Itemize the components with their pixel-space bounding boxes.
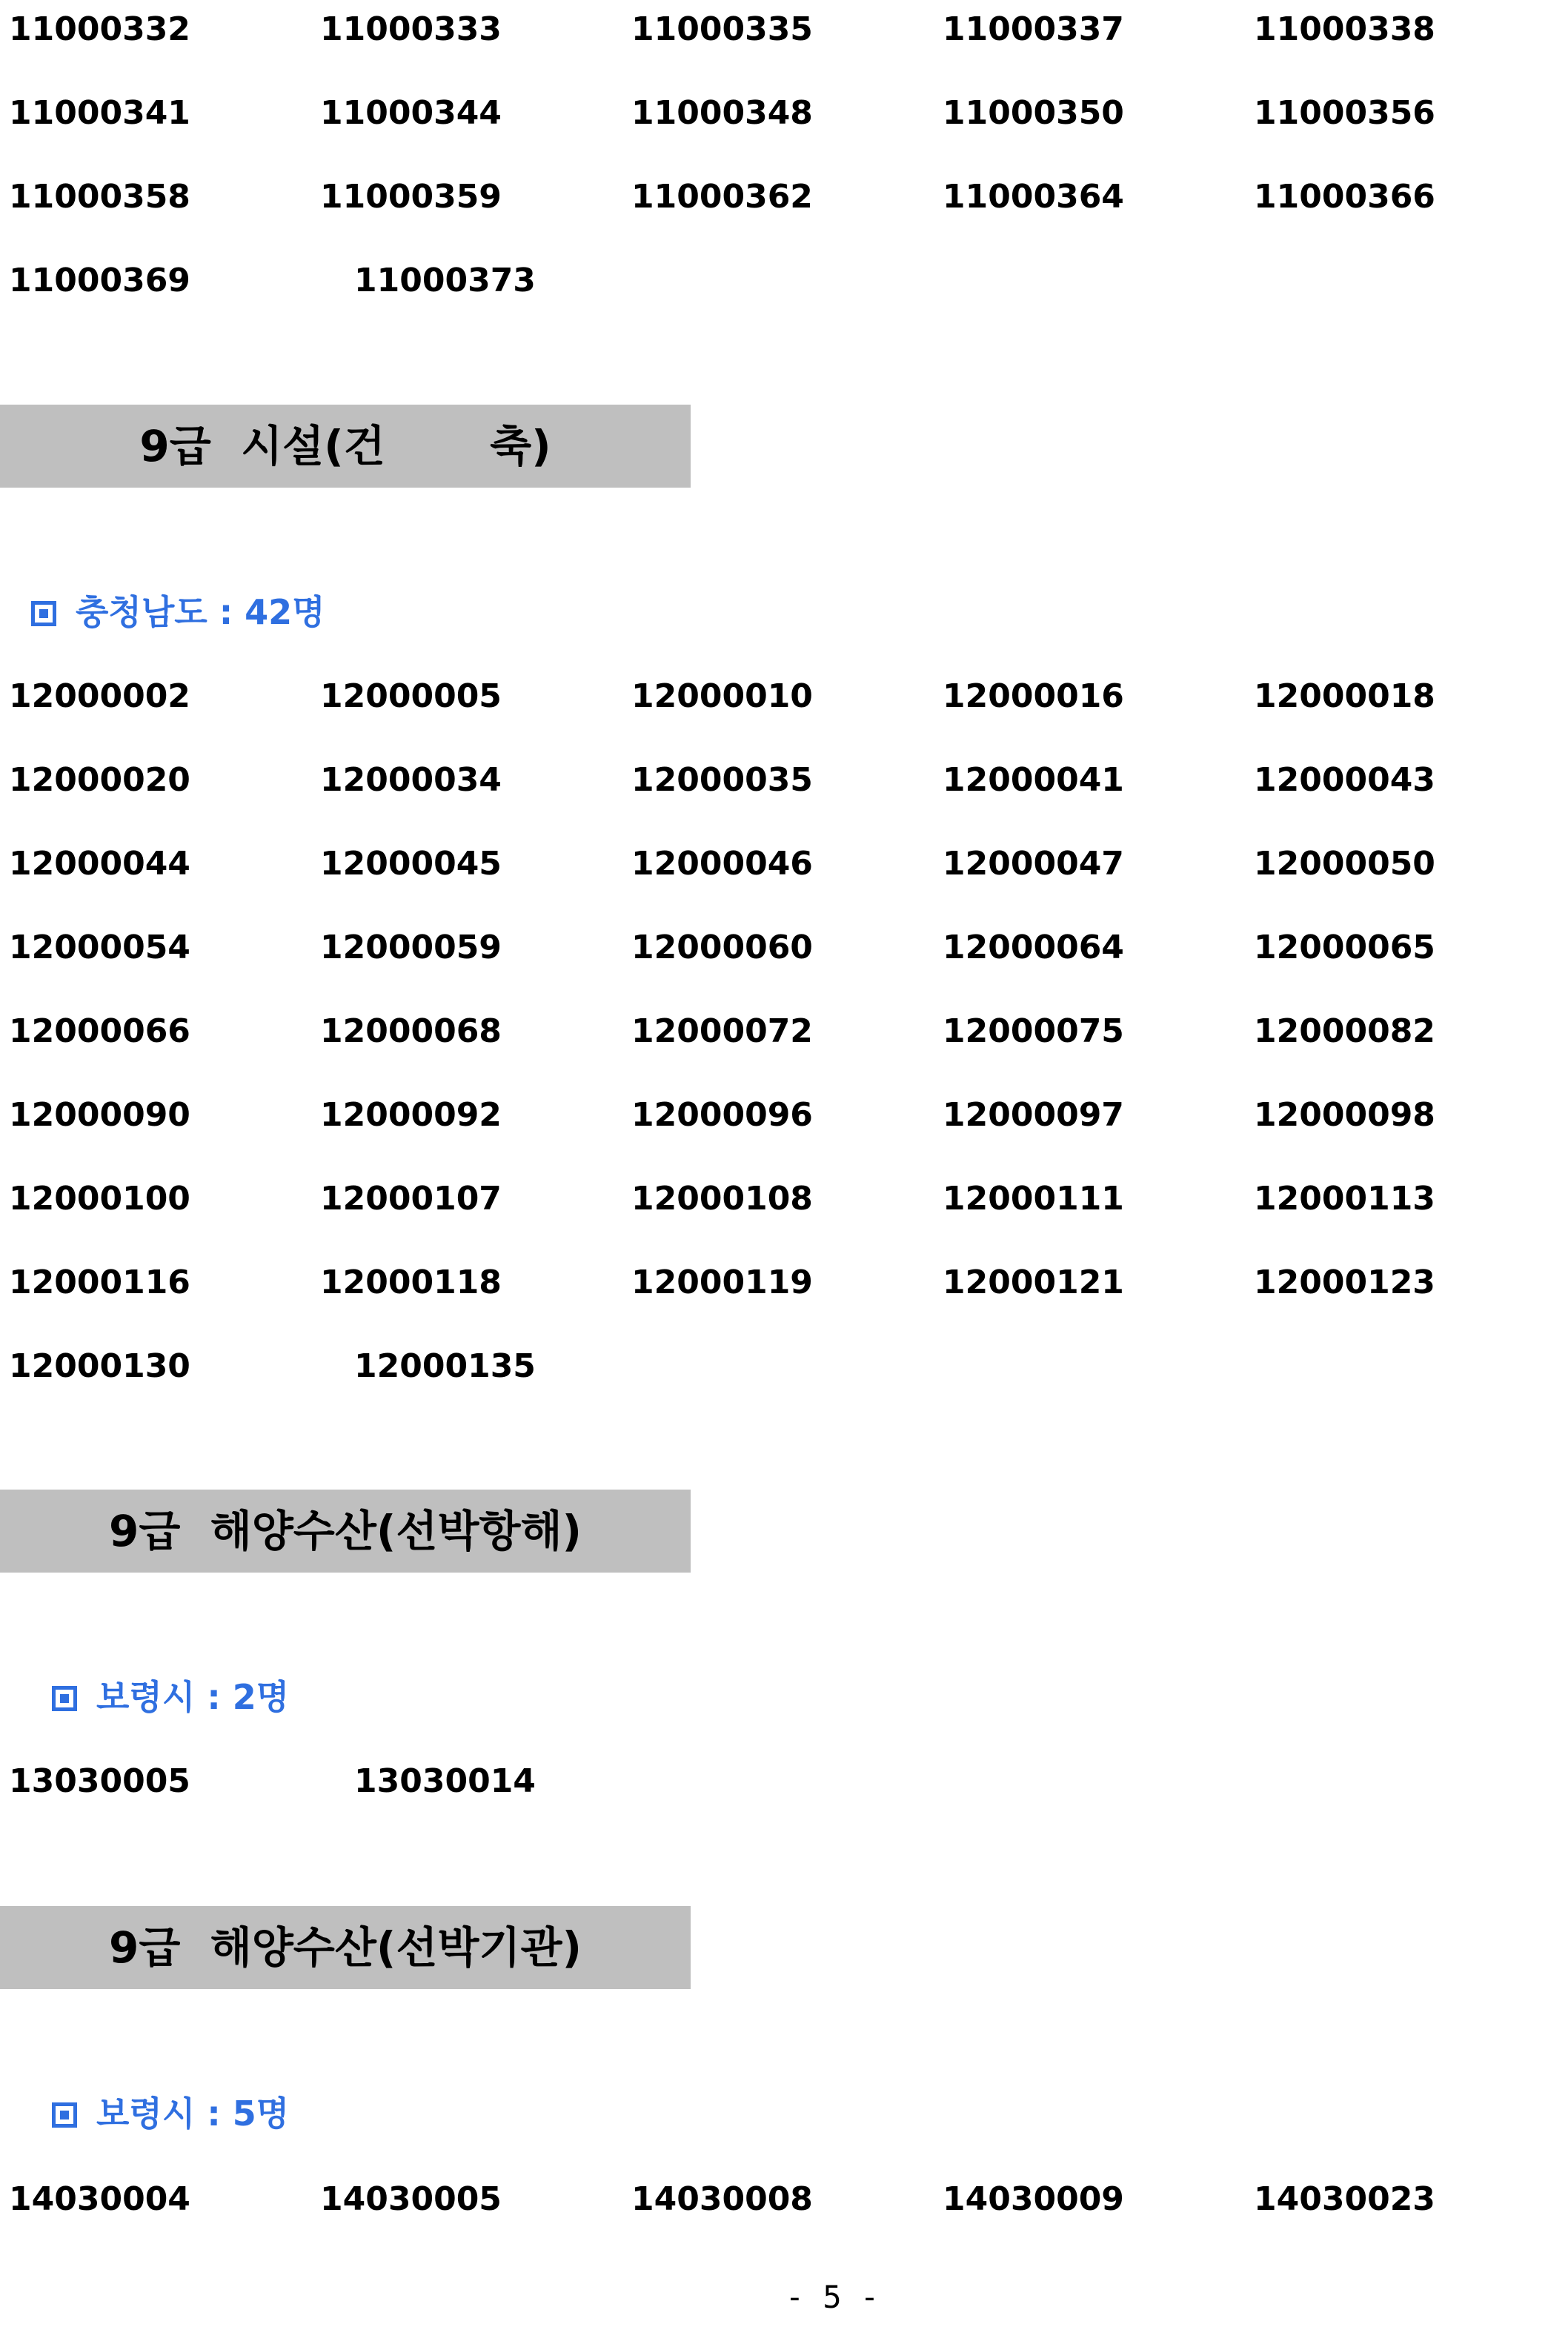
list-item: 12000075 — [943, 1012, 1124, 1050]
number-grid-continued — [9, 9, 1565, 344]
square-bullet-icon — [52, 1686, 77, 1711]
list-item: 12000035 — [631, 761, 813, 799]
list-item: 12000100 — [9, 1180, 190, 1218]
region-heading — [52, 1676, 289, 1718]
list-item: 12000098 — [1254, 1096, 1435, 1134]
table-row — [9, 1011, 1565, 1095]
section-title-banner: 9급 해양수산(선박항해) — [0, 1490, 691, 1573]
list-item: 12000108 — [631, 1180, 813, 1218]
square-bullet-icon — [31, 601, 56, 626]
list-item: 12000064 — [943, 929, 1124, 966]
list-item: 12000047 — [943, 845, 1124, 883]
square-bullet-icon — [52, 2102, 77, 2128]
list-item: 12000020 — [9, 761, 190, 799]
list-item: 12000016 — [943, 677, 1124, 715]
table-row — [9, 676, 1565, 760]
list-item: 11000366 — [1254, 178, 1435, 216]
list-item: 12000002 — [9, 677, 190, 715]
list-item: 11000364 — [943, 178, 1124, 216]
region-label: 보령시 : 2명 — [96, 1677, 290, 1717]
list-item: 11000358 — [9, 178, 190, 216]
table-row — [9, 1262, 1565, 1346]
list-item: 11000341 — [9, 94, 190, 132]
list-item: 11000373 — [354, 262, 536, 299]
list-item: 11000359 — [320, 178, 502, 216]
list-item: 13030005 — [9, 1762, 190, 1800]
number-grid — [9, 1761, 1565, 1845]
list-item: 12000044 — [9, 845, 190, 883]
list-item: 12000113 — [1254, 1180, 1435, 1218]
list-item: 11000344 — [320, 94, 502, 132]
table-row — [9, 1761, 1565, 1845]
list-item: 14030009 — [943, 2180, 1124, 2218]
list-item: 12000135 — [354, 1347, 536, 1385]
list-item: 12000111 — [943, 1180, 1124, 1218]
list-item: 12000060 — [631, 929, 813, 966]
list-item: 12000072 — [631, 1012, 813, 1050]
list-item: 12000116 — [9, 1264, 190, 1301]
table-row — [9, 1346, 1565, 1430]
list-item: 11000337 — [943, 10, 1124, 48]
region-heading — [31, 591, 325, 633]
table-row — [9, 843, 1565, 927]
list-item: 12000043 — [1254, 761, 1435, 799]
list-item: 12000018 — [1254, 677, 1435, 715]
list-item: 12000119 — [631, 1264, 813, 1301]
list-item: 14030004 — [9, 2180, 190, 2218]
list-item: 12000097 — [943, 1096, 1124, 1134]
list-item: 12000082 — [1254, 1012, 1435, 1050]
list-item: 12000041 — [943, 761, 1124, 799]
list-item: 12000107 — [320, 1180, 502, 1218]
list-item: 12000050 — [1254, 845, 1435, 883]
list-item: 11000369 — [9, 262, 190, 299]
list-item: 14030008 — [631, 2180, 813, 2218]
table-row — [9, 260, 1565, 344]
table-row — [9, 760, 1565, 843]
number-grid — [9, 2179, 1565, 2263]
list-item: 12000123 — [1254, 1264, 1435, 1301]
table-row — [9, 927, 1565, 1011]
table-row — [9, 1178, 1565, 1262]
region-label: 보령시 : 5명 — [96, 2094, 290, 2134]
list-item: 11000338 — [1254, 10, 1435, 48]
list-item: 12000005 — [320, 677, 502, 715]
list-item: 12000096 — [631, 1096, 813, 1134]
list-item: 12000045 — [320, 845, 502, 883]
list-item: 11000348 — [631, 94, 813, 132]
list-item: 14030005 — [320, 2180, 502, 2218]
page-number: - 5 - — [785, 2279, 880, 2315]
table-row — [9, 1095, 1565, 1178]
region-heading — [52, 2093, 289, 2134]
region-label: 충청남도 : 42명 — [76, 592, 325, 632]
list-item: 12000121 — [943, 1264, 1124, 1301]
table-row — [9, 93, 1565, 176]
list-item: 11000332 — [9, 10, 190, 48]
section-title-banner: 9급 시설(건 축) — [0, 405, 691, 488]
list-item: 14030023 — [1254, 2180, 1435, 2218]
list-item: 12000054 — [9, 929, 190, 966]
list-item: 12000034 — [320, 761, 502, 799]
table-row — [9, 176, 1565, 260]
list-item: 11000333 — [320, 10, 502, 48]
list-item: 12000066 — [9, 1012, 190, 1050]
list-item: 12000090 — [9, 1096, 190, 1134]
number-grid — [9, 676, 1565, 1430]
list-item: 12000065 — [1254, 929, 1435, 966]
list-item: 12000068 — [320, 1012, 502, 1050]
list-item: 13030014 — [354, 1762, 536, 1800]
list-item: 12000130 — [9, 1347, 190, 1385]
table-row — [9, 2179, 1565, 2263]
table-row — [9, 9, 1565, 93]
list-item: 11000356 — [1254, 94, 1435, 132]
list-item: 11000335 — [631, 10, 813, 48]
list-item: 12000010 — [631, 677, 813, 715]
list-item: 12000059 — [320, 929, 502, 966]
list-item: 12000092 — [320, 1096, 502, 1134]
list-item: 11000362 — [631, 178, 813, 216]
list-item: 12000046 — [631, 845, 813, 883]
list-item: 11000350 — [943, 94, 1124, 132]
list-item: 12000118 — [320, 1264, 502, 1301]
section-title-banner: 9급 해양수산(선박기관) — [0, 1906, 691, 1989]
